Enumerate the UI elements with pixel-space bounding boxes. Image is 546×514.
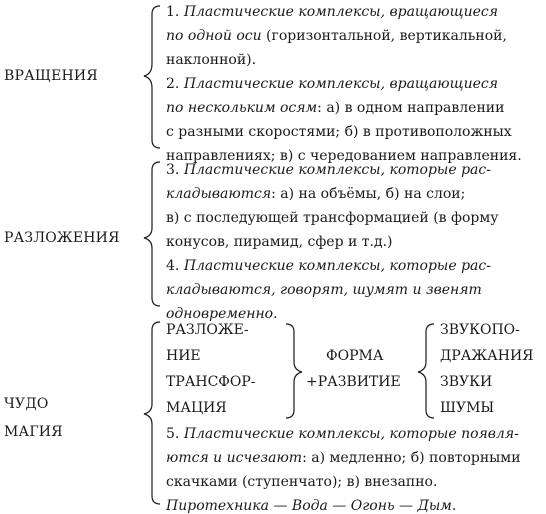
italic-run: кладываются, говорят, шумят и звенят: [166, 282, 482, 298]
text-run: скачками (ступенчато); в) внезапно.: [166, 474, 438, 490]
brace-razlozheniya: [144, 162, 160, 306]
text-run: : а) медленно; б) повторными: [302, 450, 521, 466]
table-middle-cell: ФОРМА: [326, 348, 384, 364]
text-run: 5.: [166, 426, 184, 442]
text-line: [166, 28, 507, 44]
italic-run: Пластические комплексы, вращающиеся: [183, 4, 499, 20]
text-line: [166, 258, 491, 274]
table-right-cell: ШУМЫ: [440, 400, 495, 416]
group-label-magiya: МАГИЯ: [4, 424, 63, 440]
italic-run: Пластические комплексы, которые появля-: [183, 426, 519, 442]
group-label-vrashcheniya: ВРАЩЕНИЯ: [4, 68, 98, 84]
brace-opening-right: [418, 324, 434, 418]
table-right-cell: ЗВУКОПО-: [440, 322, 520, 338]
italic-run: Пластические комплексы, которые рас-: [183, 258, 491, 274]
text-line: [166, 210, 498, 226]
text-line: [166, 76, 498, 92]
text-line: [166, 52, 256, 68]
text-line: [166, 124, 512, 140]
text-line: [166, 426, 519, 442]
text-line: [166, 450, 521, 466]
table-left-cell: ТРАНСФОР-: [166, 374, 256, 390]
italic-run: по одной оси: [166, 28, 262, 44]
group-label-razlozheniya: РАЗЛОЖЕНИЯ: [4, 230, 120, 246]
text-line: [166, 498, 456, 514]
text-run: направлениях; в) с чередованием направления.: [166, 148, 522, 164]
text-line: [166, 4, 498, 20]
text-run: с разными скоростями; б) в противоположных: [166, 124, 512, 140]
italic-run: Пластические комплексы, которые рас-: [183, 162, 491, 178]
table-middle-cell: +РАЗВИТИЕ: [306, 374, 401, 390]
text-run: в) с последующей трансформацией (в форму: [166, 210, 499, 226]
italic-run: Пластические комплексы, вращающиеся: [183, 76, 499, 92]
text-run: 2.: [166, 76, 184, 92]
text-run: наклонной).: [166, 52, 257, 68]
italic-run: кладываются: [166, 186, 272, 202]
text-line: [166, 100, 504, 116]
text-run: (горизонтальной, вертикальной,: [261, 28, 507, 44]
table-left-cell: МАЦИЯ: [166, 400, 227, 416]
text-run: 4.: [166, 258, 184, 274]
brace-vrashcheniya: [144, 6, 160, 148]
italic-run: Пиротехника — Вода — Огонь — Дым: [166, 498, 452, 514]
text-run: : а) на объёмы, б) на слои;: [271, 186, 466, 202]
text-line: [166, 282, 482, 298]
brace-chudo-magiya: [144, 322, 160, 504]
brace-closing-left: [286, 324, 302, 418]
text-run: конусов, пирамид, сфер и т.д.): [166, 234, 393, 250]
text-line: [166, 306, 278, 322]
text-line: [166, 162, 491, 178]
text-run: .: [451, 498, 457, 514]
italic-run: ются и исчезают: [166, 450, 303, 466]
text-line: [166, 474, 437, 490]
table-right-cell: ДРАЖАНИЯ: [440, 348, 534, 364]
text-line: [166, 186, 465, 202]
table-left-cell: НИЕ: [166, 348, 201, 364]
text-run: 1.: [166, 4, 184, 20]
group-label-chudo: ЧУДО: [4, 396, 49, 412]
italic-run: по нескольким осям: [166, 100, 318, 116]
italic-run: одновременно: [166, 306, 274, 322]
text-run: : а) в одном направлении: [317, 100, 505, 116]
text-run: .: [273, 306, 278, 322]
text-run: 3.: [166, 162, 184, 178]
table-right-cell: ЗВУКИ: [440, 374, 493, 390]
table-left-cell: РАЗЛОЖЕ-: [166, 322, 249, 338]
text-line: [166, 234, 393, 250]
